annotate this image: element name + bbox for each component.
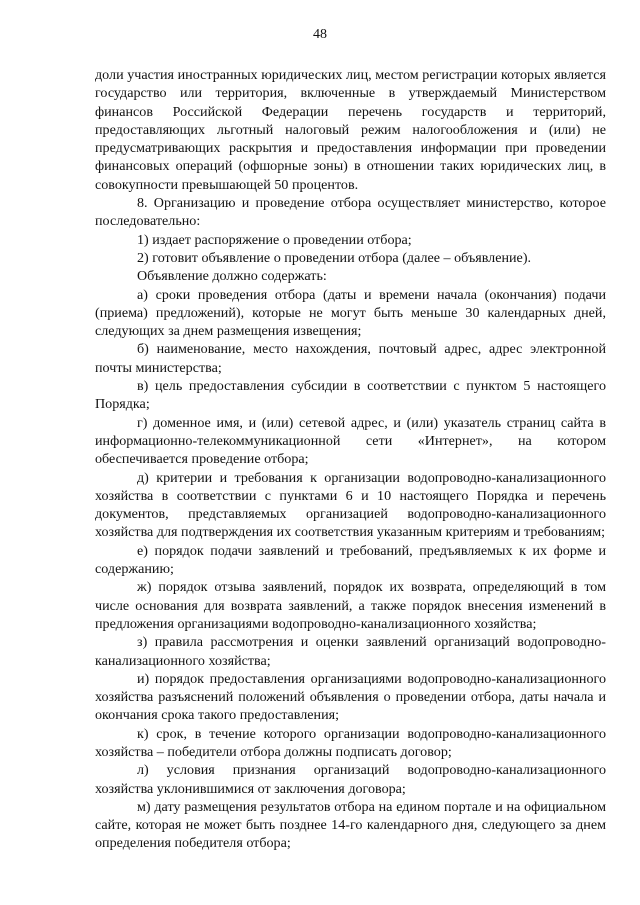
paragraph: доли участия иностранных юридических лиц, местом регистрации которых является государство или территория, включенные в утверждаемый Министерством финансов Российской Федерации перечень государств и территорий, предоставляющих льготный налоговый режим налогообложения и (или) не предусматривающих раскрытия и предоставления информации при проведении финансовых операций (офшорные зоны) в отношении таких юридических лиц, в совокупности превышающей 50 процентов. — [95, 67, 606, 193]
document-body — [95, 66, 606, 853]
list-item: з) правила рассмотрения и оценки заявлений организаций водопроводно-канализационного хозяйства; — [95, 634, 606, 669]
list-item: 1) издает распоряжение о проведении отбора; — [137, 231, 412, 248]
list-item: в) цель предоставления субсидии в соответствии с пунктом 5 настоящего Порядка; — [95, 378, 606, 413]
list-item: г) доменное имя, и (или) сетевой адрес, и (или) указатель страниц сайта в информационно-телекоммуникационной сети «Интернет», на котором обеспечивается проведение отбора; — [95, 414, 606, 468]
list-item: б) наименование, место нахождения, почтовый адрес, адрес электронной почты министерства; — [95, 341, 606, 376]
list-item: е) порядок подачи заявлений и требований, предъявляемых к их форме и содержанию; — [95, 542, 606, 578]
paragraph: 8. Организацию и проведение отбора осуществляет министерство, которое последовательно: — [95, 195, 606, 230]
list-item: 2) готовит объявление о проведении отбора (далее – объявление). — [137, 249, 532, 266]
list-item: ж) порядок отзыва заявлений, порядок их возврата, определяющий в том числе основания для возврата заявлений, а также порядок внесения изменений в предложения организациями водопроводно-канализационного хозяйства; — [95, 579, 606, 632]
list-item: л) условия признания организаций водопроводно-канализационного хозяйства уклонившимися от заключения договора; — [95, 762, 606, 797]
list-item: к) срок, в течение которого организации водопроводно-канализационного хозяйства – победители отбора должны подписать договор; — [95, 725, 606, 760]
list-item: м) дату размещения результатов отбора на едином портале и на официальном сайте, которая не может быть позднее 14-го календарного дня, следующего за днем определения победителя отбора; — [95, 798, 606, 852]
page-number: 48 — [313, 27, 327, 42]
paragraph: Объявление должно содержать: — [137, 268, 327, 285]
list-item: и) порядок предоставления организациями водопроводно-канализационного хозяйства разъяснений положений объявления о проведении отбора, даты начала и окончания срока такого предоставления; — [95, 670, 606, 724]
list-item: д) критерии и требования к организации водопроводно-канализационного хозяйства в соответствии с пунктами 6 и 10 настоящего Порядка и перечень документов, представляемых организацией водопроводно-канализационного хозяйства для подтверждения их соответствия указанным критериям и требованиям; — [95, 469, 606, 541]
list-item: а) сроки проведения отбора (даты и времени начала (окончания) подачи (приема) предложений), которые не могут быть меньше 30 календарных дней, следующих за днем размещения извещения; — [95, 286, 606, 340]
